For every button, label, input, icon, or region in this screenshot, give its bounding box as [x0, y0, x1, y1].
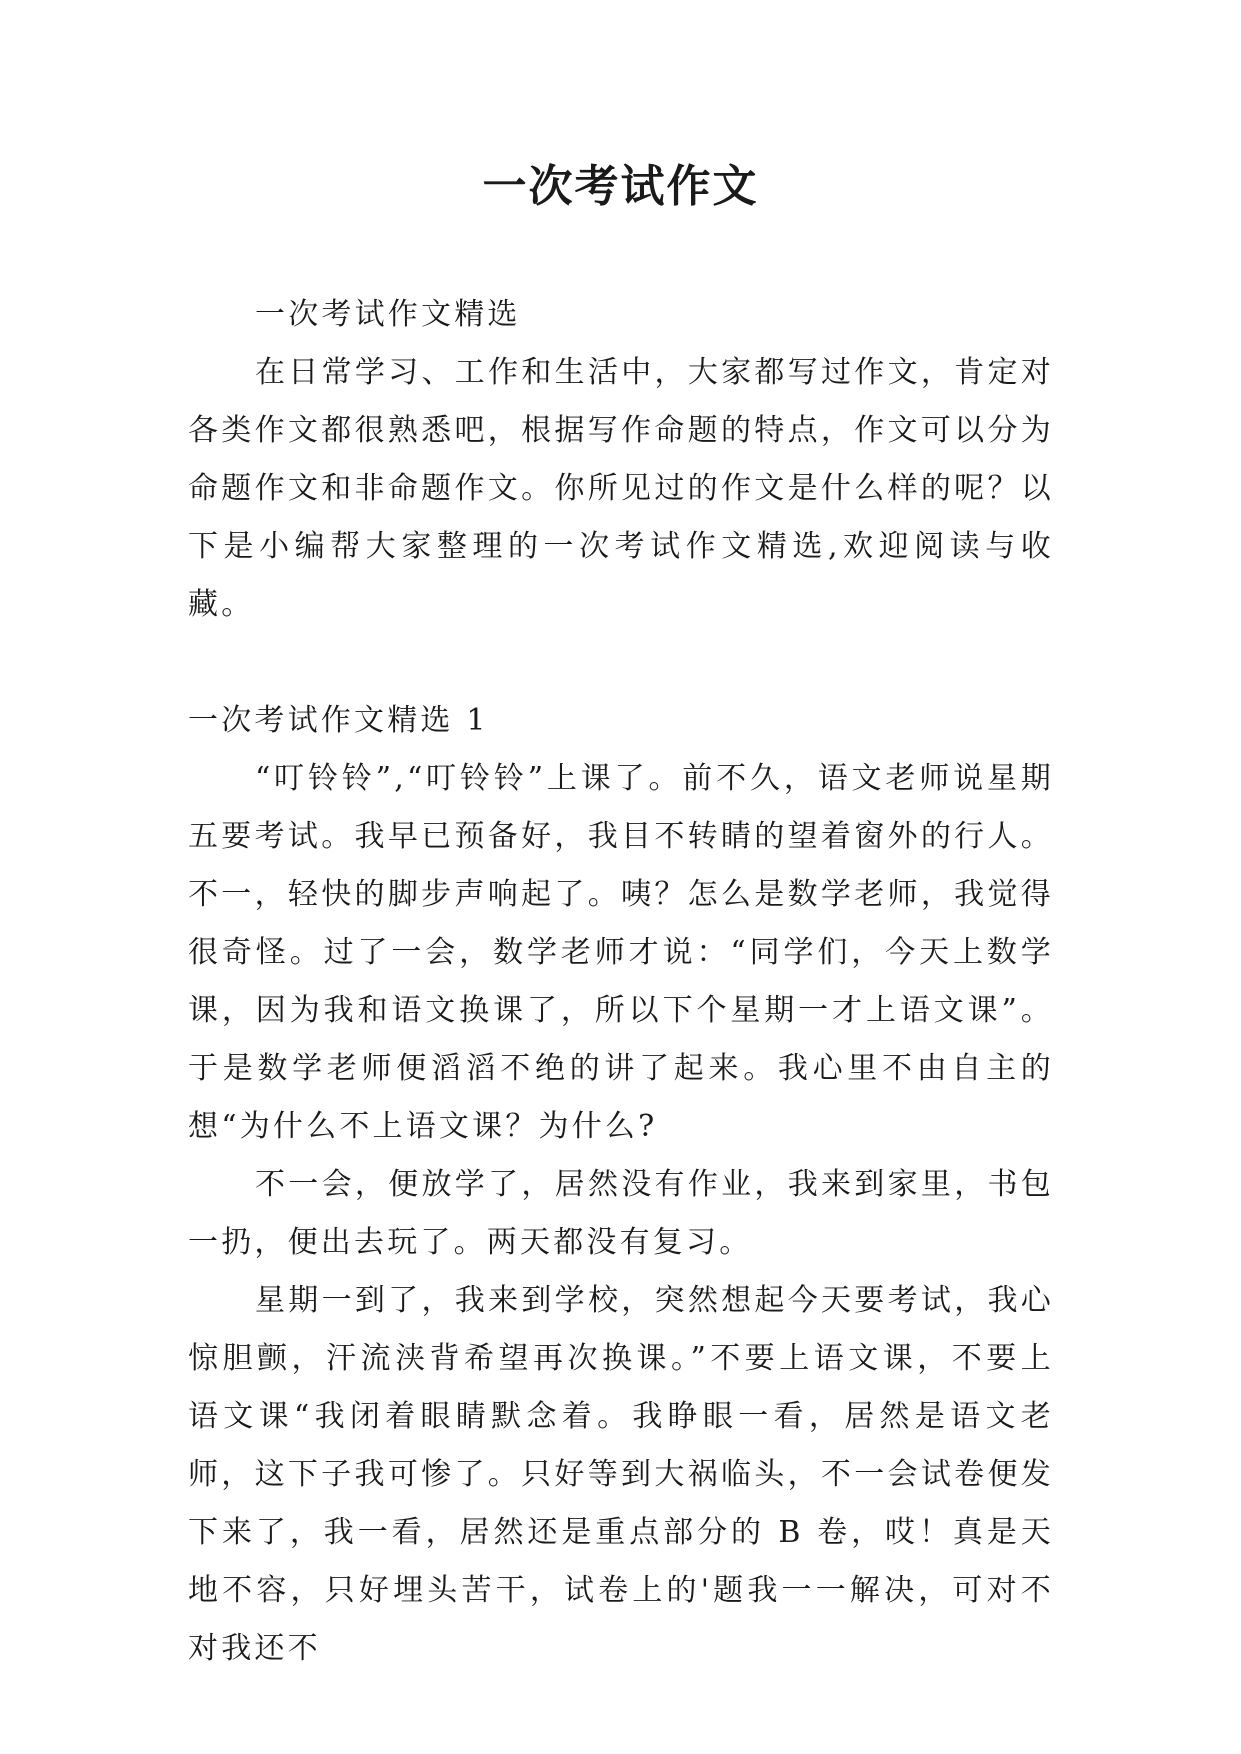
body-paragraph-3: 星期一到了，我来到学校，突然想起今天要考试，我心惊胆颤，汗流浃背希望再次换课。”不要上语文课，不要上语文课“我闭着眼睛默念着。我睁眼一看，居然是语文老师，这下子我可惨了。只好等到大祸临头，不一会试卷便发下来了，我一看，居然还是重点部分的 B 卷，哎！真是天地不容，只好埋头苦干，试卷上的'题我一一解决，可对不对我还不: [188, 1283, 1054, 1666]
paragraph-gap: [188, 634, 1054, 692]
body-paragraph-1: “叮铃铃”,“叮铃铃”上课了。前不久，语文老师说星期五要考试。我早已预备好，我目不转睛的望着窗外的行人。不一，轻快的脚步声响起了。咦？怎么是数学老师，我觉得很奇怪。过了一会，数学老师才说：“同学们，今天上数学课，因为我和语文换课了，所以下个星期一才上语文课”。于是数学老师便滔滔不绝的讲了起来。我心里不由自主的想“为什么不上语文课？为什么?: [188, 761, 1054, 1144]
body-paragraph-2: 不一会，便放学了，居然没有作业，我来到家里，书包一扔，便出去玩了。两天都没有复习。: [188, 1167, 1054, 1260]
subtitle: 一次考试作文精选: [255, 297, 521, 332]
document-title: 一次考试作文: [482, 161, 759, 212]
intro-paragraph: 在日常学习、工作和生活中，大家都写过作文，肯定对各类作文都很熟悉吧，根据写作命题的特点，作文可以分为命题作文和非命题作文。你所见过的作文是什么样的呢？以下是小编帮大家整理的一次考试作文精选,欢迎阅读与收藏。: [188, 355, 1054, 622]
document-body: [188, 286, 1054, 1678]
section-heading: 一次考试作文精选 1: [188, 703, 489, 738]
